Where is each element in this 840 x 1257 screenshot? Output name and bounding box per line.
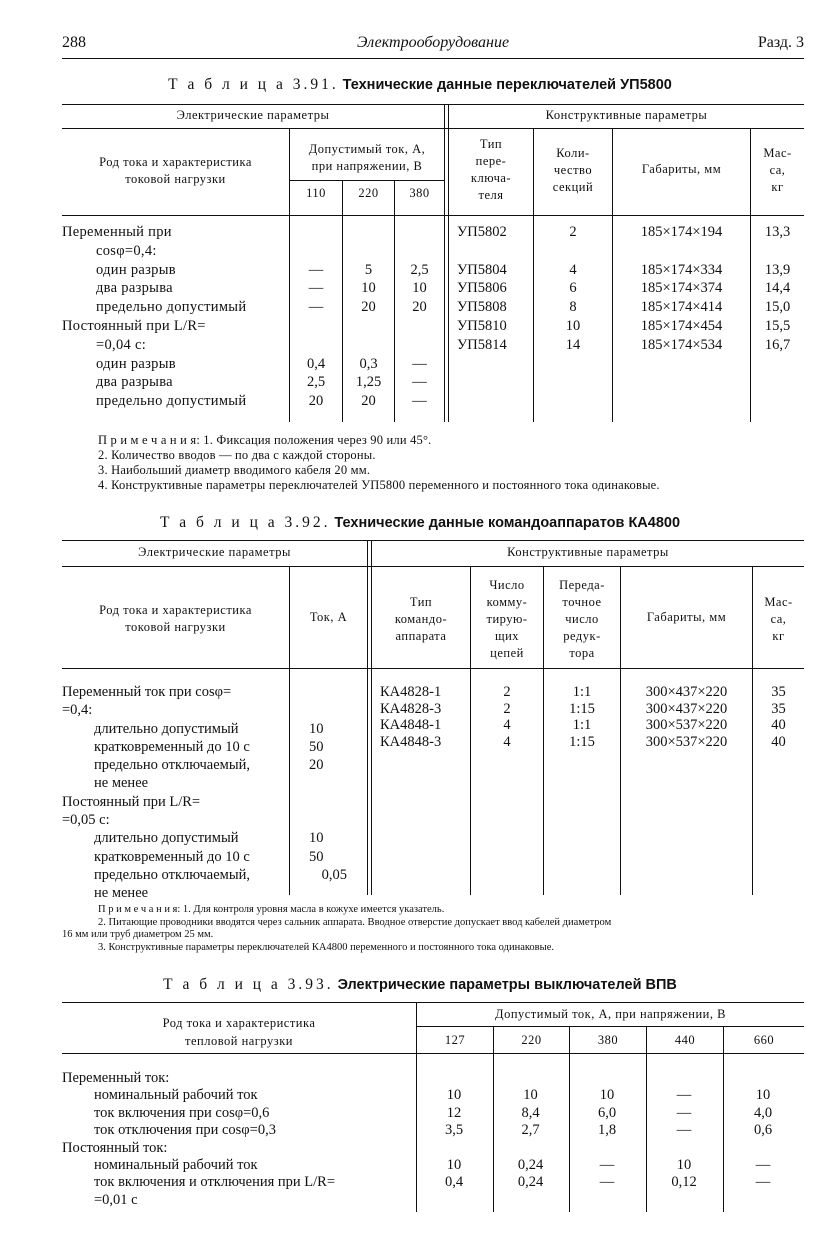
table2-note-2: 2. Питающие проводники вводятся через сальник аппарата. Вводное отверстие допускает ввод кабелей диаметром	[98, 916, 612, 928]
table-row	[449, 299, 804, 318]
row-label: =0,05 с:	[62, 812, 110, 829]
cell-v440: 10	[676, 1156, 692, 1173]
table1-voltage-380: 380	[409, 186, 430, 200]
switch-dims: 185×174×374	[640, 280, 723, 297]
table1-col-mass: Мас- са, кг	[763, 146, 792, 194]
switch-mass: 13,9	[764, 261, 791, 278]
table1-note-1: П р и м е ч а н и я: 1. Фиксация положения через 90 или 45°.	[98, 433, 432, 447]
table1-col-current: Допустимый ток, А, при напряжении, В	[308, 142, 426, 173]
table2-title: Технические данные командоаппаратов КА4800	[334, 515, 681, 531]
device-circuits: 4	[503, 733, 511, 750]
cell-110: 2,5	[306, 374, 326, 391]
table3-body	[62, 1070, 804, 1209]
cell-380: —	[412, 393, 427, 410]
row-label: ток отключения при cosφ=0,3	[94, 1122, 276, 1139]
device-circuits: 2	[503, 700, 511, 717]
table3-title: Электрические параметры выключателей ВПВ	[337, 977, 677, 993]
row-label: Переменный ток при cosφ=	[62, 684, 232, 700]
table-row	[62, 374, 444, 393]
cell-v127: 10	[446, 1087, 462, 1104]
table2-caption	[0, 514, 840, 532]
table-row	[449, 224, 804, 262]
table-row	[62, 721, 367, 739]
table1-voltage-110: 110	[306, 186, 326, 200]
table-row	[62, 830, 367, 848]
cell-v380: 10	[599, 1087, 615, 1104]
cell-v220: 10	[523, 1087, 538, 1104]
row-label: номинальный рабочий ток	[94, 1156, 258, 1173]
table2-col-kind: Род тока и характеристика токовой нагрузки	[99, 603, 252, 634]
cell-v440: —	[676, 1087, 692, 1104]
table-row	[62, 757, 367, 775]
table-row	[372, 684, 804, 701]
row-label: предельно отключаемый,	[94, 757, 250, 774]
row-label: кратковременный до 10 с	[94, 738, 250, 755]
table2-group-electrical: Электрические параметры	[138, 545, 291, 559]
table-row	[372, 701, 804, 718]
switch-type: УП5810	[457, 317, 507, 334]
table1-body-right	[449, 224, 804, 356]
row-label: Переменный ток:	[62, 1070, 170, 1086]
table-row	[372, 717, 804, 734]
switch-mass: 15,5	[764, 317, 791, 334]
device-mass: 35	[771, 700, 786, 717]
switch-dims: 185×174×534	[640, 336, 723, 353]
row-label: номинальный рабочий ток	[94, 1087, 258, 1104]
table-row	[372, 734, 804, 751]
table2-col-type: Тип командо- аппарата	[394, 595, 448, 643]
device-ratio: 1:15	[569, 733, 595, 750]
switch-sections: 14	[565, 336, 581, 353]
table-row	[62, 337, 444, 356]
table-row	[62, 775, 367, 793]
table-row	[62, 684, 367, 702]
table-row	[62, 1192, 804, 1209]
switch-sections: 2	[569, 224, 577, 240]
cell-current: 20	[309, 757, 324, 774]
cell-v440: —	[676, 1104, 692, 1121]
table3-voltage-380: 380	[597, 1033, 619, 1047]
table2-label: Т а б л и ц а 3.92.	[159, 514, 331, 531]
table2-col-dims: Габариты, мм	[646, 610, 727, 624]
table2-note-3: 16 мм или труб диаметром 25 мм.	[62, 929, 214, 940]
device-type: КА4828-3	[380, 700, 442, 717]
table2-group-constructive: Конструктивные параметры	[507, 545, 669, 559]
table1-note-3: 3. Наибольший диаметр вводимого кабеля 20 мм.	[98, 463, 371, 477]
device-mass: 40	[771, 733, 786, 750]
row-label: ток включения при cosφ=0,6	[94, 1104, 270, 1121]
cell-current: 10	[309, 830, 324, 847]
table1-col-kind: Род тока и характеристика токовой нагрузки	[99, 155, 252, 186]
table1-title: Технические данные переключателей УП5800	[342, 77, 672, 93]
switch-type: УП5808	[457, 299, 507, 316]
table-row	[62, 867, 367, 885]
switch-sections: 10	[565, 317, 581, 334]
cell-v660: 10	[755, 1087, 771, 1104]
cell-380: 2,5	[410, 261, 429, 278]
cell-v660: —	[755, 1174, 771, 1191]
table1-col-sections: Коли- чество секций	[552, 146, 594, 194]
switch-type: УП5814	[457, 336, 507, 353]
table2-note-1: П р и м е ч а н и я: 1. Для контроля уровня масла в кожухе имеется указатель.	[98, 904, 445, 915]
row-label: длительно допустимый	[94, 720, 239, 737]
table-row	[62, 356, 444, 375]
switch-dims: 185×174×454	[640, 317, 723, 334]
cell-v127: 3,5	[444, 1122, 464, 1139]
table-row	[62, 1070, 804, 1087]
switch-type: УП5804	[457, 261, 507, 278]
cell-380: 10	[412, 280, 427, 297]
table-row	[62, 885, 367, 903]
cell-220: 10	[361, 280, 376, 297]
table-row	[62, 1140, 804, 1157]
device-type: КА4848-3	[380, 733, 442, 750]
table-row	[449, 280, 804, 299]
table-row	[62, 1105, 804, 1122]
row-label: предельно отключаемый,	[94, 866, 250, 883]
table2-col-ratio: Переда- точное число редук- тора	[559, 578, 605, 660]
row-label: длительно допустимый	[94, 830, 239, 847]
table2-col-mass: Мас- са, кг	[764, 595, 793, 643]
switch-mass: 14,4	[764, 280, 791, 297]
table1-col-dims: Габариты, мм	[641, 162, 722, 176]
table-row	[62, 262, 444, 281]
row-label: cosφ=0,4:	[96, 242, 157, 259]
header-rule	[62, 58, 804, 59]
table-row	[62, 280, 444, 299]
table-row	[62, 243, 444, 262]
table2-col-current: Ток, А	[309, 610, 348, 624]
table1-voltage-220: 220	[358, 186, 379, 200]
table-row	[62, 393, 444, 412]
table1-notes	[98, 433, 660, 493]
device-type: КА4828-1	[380, 684, 442, 700]
device-type: КА4848-1	[380, 717, 442, 733]
table1-note-2: 2. Количество вводов — по два с каждой стороны.	[98, 448, 376, 462]
cell-v380: —	[599, 1156, 615, 1173]
device-mass: 40	[771, 717, 786, 733]
cell-v380: 6,0	[597, 1104, 617, 1121]
cell-v220: 0,24	[517, 1174, 544, 1191]
table-row	[449, 337, 804, 356]
table-row	[62, 1122, 804, 1139]
table3-voltage-220: 220	[521, 1033, 542, 1047]
cell-380: 20	[412, 299, 427, 316]
row-label: не менее	[94, 885, 149, 902]
table3-col-current: Допустимый ток, А, при напряжении, В	[495, 1007, 726, 1021]
table3-col-kind: Род тока и характеристика тепловой нагрузки	[162, 1016, 316, 1048]
device-dims: 300×437×220	[645, 700, 728, 717]
cell-v440: —	[676, 1122, 692, 1139]
table-row	[62, 849, 367, 867]
row-label: Переменный при	[62, 224, 172, 240]
table1-group-constructive: Конструктивные параметры	[545, 108, 708, 122]
cell-v660: —	[755, 1156, 771, 1173]
cell-220: 1,25	[355, 374, 382, 391]
row-label: предельно допустимый	[96, 299, 247, 316]
cell-220: 20	[361, 299, 376, 316]
row-label: ток включения и отключения при L/R=	[94, 1174, 336, 1191]
device-mass: 35	[771, 684, 786, 700]
switch-mass: 13,3	[764, 224, 791, 240]
table-row	[62, 224, 444, 243]
device-circuits: 2	[503, 684, 511, 700]
table-row	[449, 262, 804, 281]
table3-label: Т а б л и ц а 3.93.	[163, 976, 334, 993]
table-row	[62, 318, 444, 337]
table-row	[62, 299, 444, 318]
table3-caption	[0, 976, 840, 994]
device-ratio: 1:15	[569, 700, 595, 717]
table1-col-type: Тип пере- ключа- теля	[470, 137, 512, 202]
table-row	[62, 812, 367, 830]
switch-sections: 8	[569, 299, 577, 316]
cell-v220: 2,7	[521, 1122, 540, 1139]
row-label: =0,01 с	[94, 1191, 138, 1208]
row-label: два разрыва	[96, 280, 173, 297]
switch-dims: 185×174×414	[640, 299, 723, 316]
row-label: кратковременный до 10 с	[94, 848, 250, 865]
switch-mass: 16,7	[764, 336, 791, 353]
cell-current: 50	[309, 848, 324, 865]
table-row	[62, 739, 367, 757]
cell-current: 0,05	[321, 866, 347, 883]
table-row	[62, 702, 367, 720]
cell-v380: 1,8	[597, 1122, 617, 1139]
cell-v220: 0,24	[517, 1156, 544, 1173]
cell-v127: 10	[446, 1156, 462, 1173]
table3-voltage-440: 440	[674, 1033, 696, 1047]
table-row	[62, 1174, 804, 1191]
switch-dims: 185×174×194	[640, 224, 723, 240]
row-label: Постоянный при L/R=	[62, 317, 206, 334]
device-dims: 300×537×220	[645, 733, 728, 750]
cell-v220: 8,4	[521, 1104, 540, 1121]
table3-voltage-127: 127	[444, 1033, 466, 1047]
cell-380: —	[412, 355, 427, 372]
table-row	[449, 318, 804, 337]
row-label: =0,4:	[62, 702, 93, 719]
cell-v660: 0,6	[753, 1122, 773, 1139]
cell-current: 10	[309, 720, 324, 737]
cell-v380: —	[599, 1174, 615, 1191]
cell-110: 0,4	[306, 355, 326, 372]
switch-mass: 15,0	[764, 299, 791, 316]
device-ratio: 1:1	[572, 684, 592, 700]
table2-body-left	[62, 684, 367, 904]
device-circuits: 4	[503, 717, 511, 733]
row-label: один разрыв	[96, 261, 176, 278]
cell-110: —	[308, 261, 324, 278]
row-label: Постоянный ток:	[62, 1139, 168, 1156]
row-label: не менее	[94, 775, 149, 792]
switch-type: УП5802	[457, 224, 507, 240]
cell-220: 20	[361, 393, 376, 410]
table1-label: Т а б л и ц а 3.91.	[168, 76, 339, 93]
switch-sections: 6	[569, 280, 577, 297]
table2-body-right	[372, 684, 804, 750]
cell-110: —	[308, 280, 324, 297]
switch-sections: 4	[569, 261, 577, 278]
device-dims: 300×537×220	[645, 717, 728, 733]
row-label: один разрыв	[96, 355, 176, 372]
row-label: два разрыва	[96, 374, 173, 391]
switch-type: УП5806	[457, 280, 507, 297]
cell-v127: 0,4	[444, 1174, 464, 1191]
cell-110: 20	[308, 393, 324, 410]
table2-note-4: 3. Конструктивные параметры переключателей КА4800 переменного и постоянного тока одинаковые.	[98, 941, 554, 953]
running-title: Электрооборудование	[356, 34, 510, 51]
table1-group-electrical: Электрические параметры	[176, 108, 330, 122]
table-row	[62, 1087, 804, 1104]
switch-dims: 185×174×334	[640, 261, 723, 278]
cell-220: 0,3	[359, 355, 378, 372]
row-label: =0,04 с:	[96, 336, 147, 353]
device-ratio: 1:1	[572, 717, 592, 733]
row-label: Постоянный при L/R=	[62, 793, 201, 810]
cell-v660: 4,0	[753, 1104, 773, 1121]
page-number: 288	[62, 34, 86, 51]
cell-v127: 12	[446, 1104, 462, 1121]
table1-note-4: 4. Конструктивные параметры переключателей УП5800 переменного и постоянного тока одинаковые.	[98, 478, 660, 492]
table1-body-left	[62, 224, 444, 412]
table1-caption	[0, 76, 840, 94]
cell-current: 50	[309, 738, 324, 755]
cell-110: —	[308, 299, 324, 316]
table-row	[62, 794, 367, 812]
table-row	[62, 1157, 804, 1174]
table2-col-circuits: Число комму- тирую- щих цепей	[486, 578, 528, 660]
cell-220: 5	[364, 261, 373, 278]
cell-380: —	[412, 374, 427, 391]
page-header	[62, 34, 804, 56]
row-label: предельно допустимый	[96, 393, 247, 410]
cell-v440: 0,12	[671, 1174, 697, 1191]
table2-notes	[62, 904, 611, 954]
section-label: Разд. 3	[757, 34, 804, 51]
table3-voltage-660: 660	[753, 1033, 775, 1047]
device-dims: 300×437×220	[645, 684, 728, 700]
